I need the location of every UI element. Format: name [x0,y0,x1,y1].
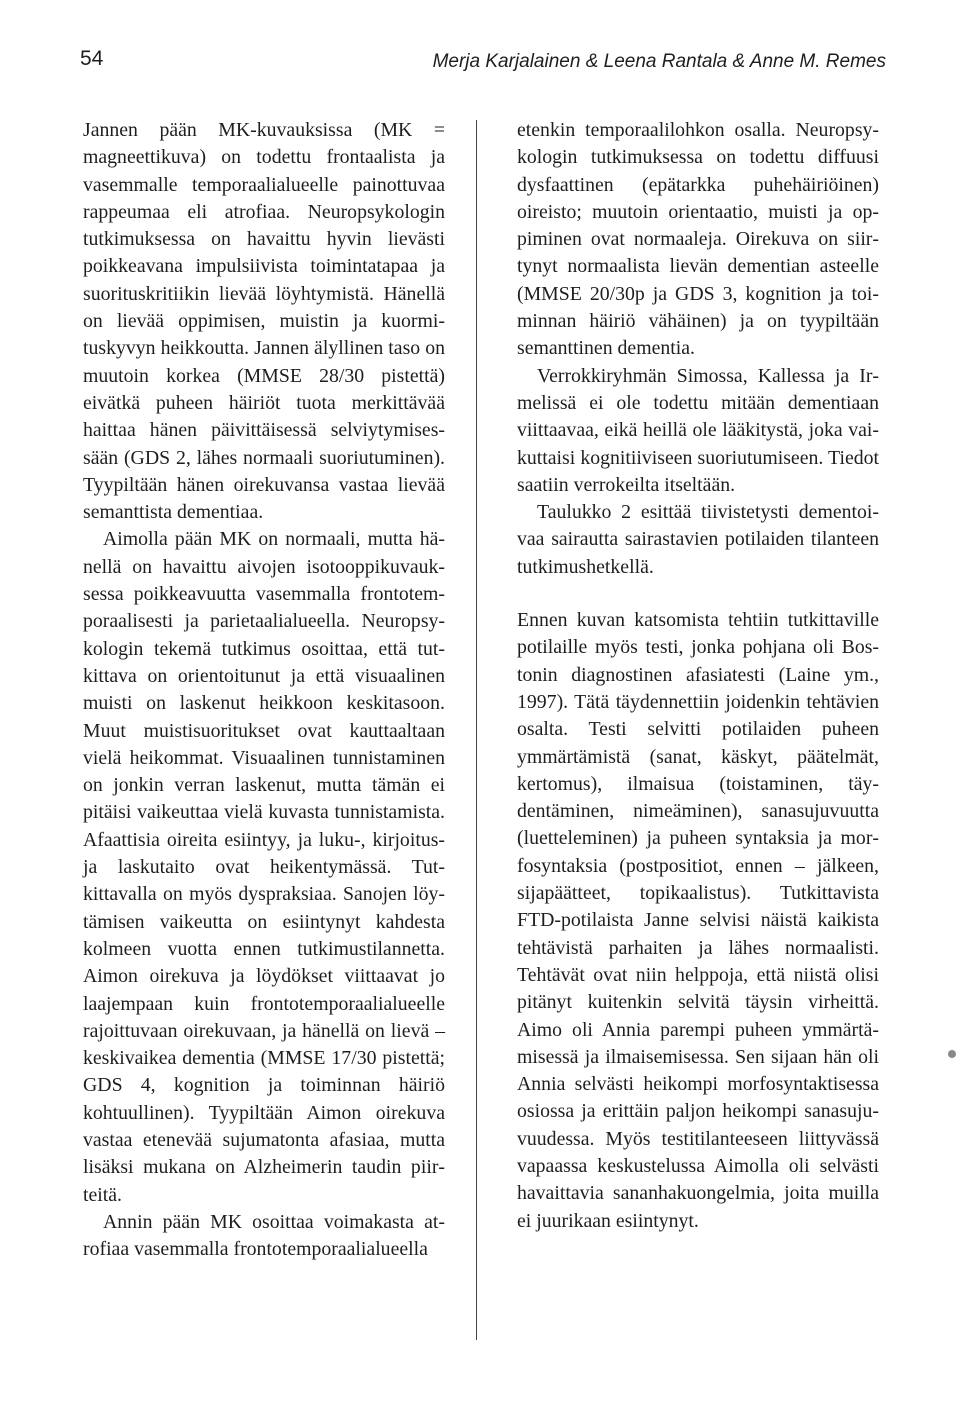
paragraph-test-results: Ennen kuvan katsomista tehtiin tutkittaville potilaille myös testi, jonka pohjana oli Bostonin diagnostinen afasiatesti (Laine ym., 1997). Tätä täydennettiin joidenkin tehtävien osalta. Testi selvitti potilaiden puheen ymmärtämistä (sanat, käskyt, päätelmät, kertomus), ilmaisua (toistaminen, täydentäminen, nimeäminen), sanasujuvuutta (luetteleminen) ja puheen syntaksia ja morfosyntaksia (postpositiot, ennen – jälkeen, sijapäätteet, topikaalistus). Tutkittavista FTD-potilaista Janne selvisi näistä kaikista tehtävistä parhaiten ja lähes normaalisti. Tehtävät ovat niin helppoja, että niistä olisi pitänyt kuitenkin selvitä täysin virheittä. Aimo oli Annia parempi puheen ymmärtämisessä ja ilmaisemisessa. Sen sijaan hän oli Annia selvästi heikompi morfosyntaktisessa osiossa ja erittäin paljon heikompi sanasujuvuudessa. Myös testitilanteeseen liittyvässä vapaassa keskustelussa Aimolla oli selvästi havaittavia sananhakuongelmia, joita muilla ei juurikaan esiintynyt. [517,609,879,1232]
paragraph-anni: Annin pään MK osoittaa voimakasta atrofiaa vasemmalla frontotemporaalialueella [83,1210,445,1261]
page-number: 54 [80,47,104,70]
left-column [83,117,445,1263]
paragraph-anni-continued: etenkin temporaalilohkon osalla. Neuropsykologin tutkimuksessa on todettu diffuusi dysfaattinen (epätarkka puhehäiriöinen) oireisto; muutoin orientaatio, muisti ja oppiminen ovat normaaleja. Oirekuva on siirtynyt normaalista lievän dementian asteelle (MMSE 20/30p ja GDS 3, kognition ja toiminnan häiriö vähäinen) ja on tyypiltään semanttinen dementia. [517,119,879,360]
right-column [517,117,879,1235]
paragraph-control-group: Verrokkiryhmän Simossa, Kallessa ja Irmelissä ei ole todettu mitään dementiaan viittaavaa, eikä heillä ole lääkitystä, joka vaikuttaisi kognitiiviseen suoriutumiseen. Tiedot saatiin verrokeilta itseltään. [517,364,879,496]
running-head: Merja Karjalainen & Leena Rantala & Anne M. Remes [432,51,886,72]
paragraph-janne: Jannen pään MK-kuvauksissa (MK = magneettikuva) on todettu frontaalista ja vasemmalle temporaalialueelle painottuvaa rappeumaa eli atrofiaa. Neuropsykologin tutkimuksessa on havaittu hyvin lievästi poikkeavana impulsiivista toimintatapaa ja suorituskritiikin lievää löyhtymistä. Hänellä on lievää oppimisen, muistin ja kuormituskyvyn heikkoutta. Jannen älyllinen taso on muutoin korkea (MMSE 28/30 pistettä) eivätkä puheen häiriöt tuota merkittävää haittaa hänen päivittäisessä selviytymisessään (GDS 2, lähes normaali suoriutuminen). Tyypiltään hänen oirekuvansa vastaa lievää semanttista dementiaa. [83,119,445,524]
paragraph-aimo: Aimolla pään MK on normaali, mutta hänellä on havaittu aivojen isotooppikuvauksessa poikkeavuutta vasemmalla frontotemporaalisesti ja parietaalialueella. Neuropsykologin tekemä tutkimus osoittaa, että tutkittava on orientoitunut ja että visuaalinen muisti on laskenut heikkoon keskitasoon. Muut muistisuoritukset ovat kauttaaltaan vielä heikommat. Visuaalinen tunnistaminen on jonkin verran laskenut, mutta tämän ei pitäisi vaikeuttaa vielä kuvasta tunnistamista. Afaattisia oireita esiintyy, ja luku-, kirjoitus- ja laskutaito ovat heikentymässä. Tutkittavalla on myös dyspraksiaa. Sanojen löytämisen vaikeutta on esiintynyt kahdesta kolmeen vuotta ennen tutkimustilannetta. Aimon oirekuva ja löydökset viittaavat jo laajempaan kuin frontotemporaalialueelle rajoittuvaan oirekuvaan, ja hänellä on lievä – keskivaikea dementia (MMSE 17/30 pistettä; GDS 4, kognition ja toiminnan häiriö kohtuullinen). Tyypiltään Aimon oirekuva vastaa etenevää sujumatonta afasiaa, mutta lisäksi mukana on Alzheimerin taudin piirteitä. [83,528,445,1206]
paragraph-table-reference: Taulukko 2 esittää tiivistetysti dementoivaa sairautta sairastavien potilaiden tilanteen tutkimushetkellä. [517,501,879,578]
scan-mark [948,1050,956,1058]
column-rule [476,120,477,1340]
